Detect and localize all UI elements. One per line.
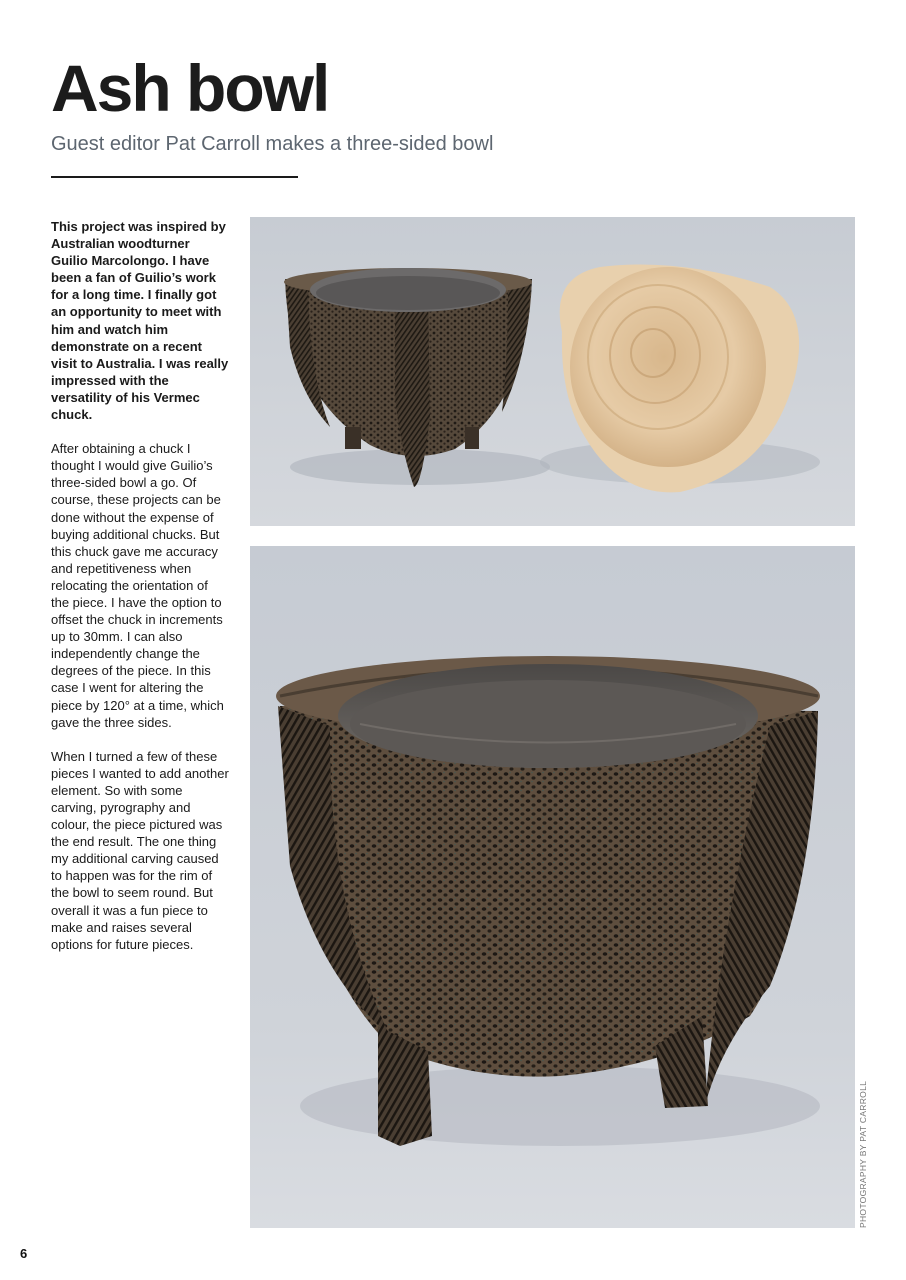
photo-two-bowls: [250, 217, 855, 526]
title-divider: [51, 176, 298, 178]
body-paragraph-2: After obtaining a chuck I thought I would give Guilio’s three-sided bowl a go. Of course, these projects can be done without the expense of buying additional chucks. But this chuck gave me accuracy and repetitiveness when relocating the orientation of the piece. I have the option to offset the chuck in increments up to 30mm. I can also independently change the degrees of the piece. In this case I went for altering the piece by 120° at a time, which gave the three sides.: [51, 441, 224, 730]
photo-carved-bowl: [250, 546, 855, 1228]
article-title: Ash bowl: [51, 51, 329, 125]
page-number: 6: [20, 1246, 28, 1261]
intro-paragraph: This project was inspired by Australian woodturner Guilio Marcolongo. I have been a fan of Guilio’s work for a long time. I finally got an opportunity to meet with him and watch him demonstrate on a recent visit to Australia. I was really impressed with the versatility of his Vermec chuck.: [51, 219, 229, 423]
body-column: [51, 218, 229, 970]
article-subtitle: Guest editor Pat Carroll makes a three-sided bowl: [51, 133, 494, 155]
body-paragraph-3: When I turned a few of these pieces I wanted to add another element. So with some carving, pyrography and colour, the piece pictured was the end result. The one thing my additional carving caused to happen was for the rim of the bowl to seem round. But overall it was a fun piece to make and raises several options for future pieces.: [51, 748, 229, 952]
photo-credit: PHOTOGRAPHY BY PAT CARROLL: [858, 1080, 868, 1228]
